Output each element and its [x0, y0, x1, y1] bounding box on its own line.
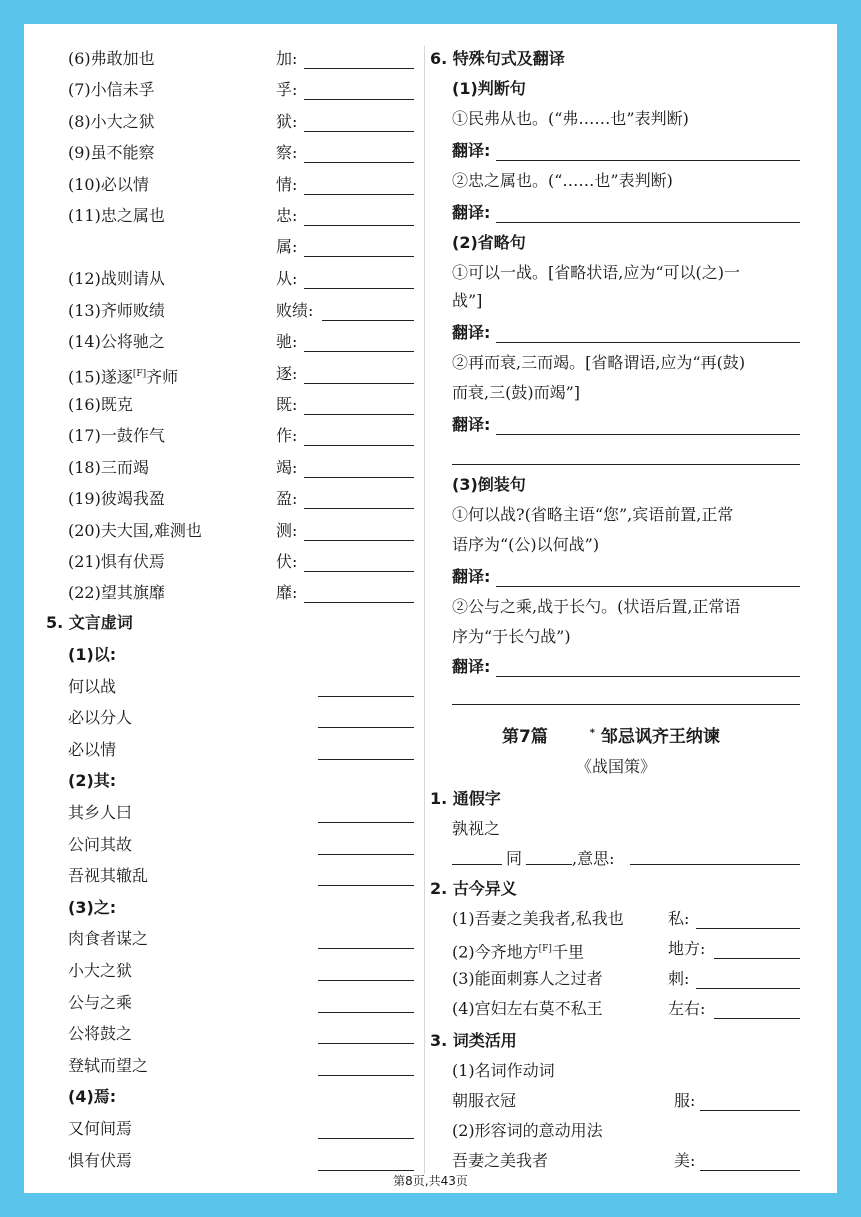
gujin-item	[452, 938, 584, 963]
xuci-item: 惧有伏焉	[68, 1150, 133, 1170]
gujin-item	[452, 908, 624, 930]
answer-blank[interactable]	[696, 988, 800, 989]
xuci-item: 吾视其辙乱	[68, 866, 149, 886]
vocab-text: (13)齐师败绩	[68, 300, 165, 320]
vocab-item	[68, 582, 165, 604]
vocab-answer-label: 孚:	[276, 80, 298, 100]
gujin-text: (1)吾妻之美我者,私我也	[452, 909, 624, 928]
s1-item: 孰视之	[452, 819, 501, 838]
answer-blank[interactable]	[304, 477, 414, 478]
vocab-item	[68, 174, 149, 196]
vocab-answer-label: 察:	[276, 143, 298, 163]
omit-sentence-2b: 而衰,三(鼓)而竭”]	[452, 383, 580, 402]
vocab-item	[68, 520, 202, 542]
invert-sentence-2b: 序为“于长勺战”)	[452, 627, 571, 646]
s3-sub1: (1)名词作动词	[452, 1061, 555, 1080]
answer-blank[interactable]	[318, 948, 414, 949]
answer-blank[interactable]	[304, 445, 414, 446]
translate-blank[interactable]	[496, 586, 800, 587]
translate-label: 翻译:	[452, 323, 491, 342]
vocab-text: (7)小信未孚	[68, 80, 155, 100]
judge-sentence-2: ②忠之属也。(“……也”表判断)	[452, 171, 673, 190]
answer-blank[interactable]	[318, 1043, 414, 1044]
vocab-answer-label: 测:	[276, 520, 298, 540]
answer-blank[interactable]	[318, 696, 414, 697]
vocab-text: (10)必以情	[68, 174, 149, 194]
vocab-text: (12)战则请从	[68, 269, 165, 289]
answer-blank[interactable]	[714, 1018, 800, 1019]
translate-blank[interactable]	[496, 160, 800, 161]
vocab-text: (18)三而竭	[68, 457, 149, 477]
xuci-item: 公将鼓之	[68, 1024, 133, 1044]
vocab-text: (22)望其旗靡	[68, 583, 165, 603]
gujin-text: (4)宫妇左右莫不私王	[452, 999, 603, 1018]
xuci-item: 登轼而望之	[68, 1055, 149, 1075]
xuci-item: 肉食者谋之	[68, 929, 149, 949]
vocab-text: (6)弗敢加也	[68, 49, 155, 68]
invert-sentence-1a: ①何以战?(省略主语“您”,宾语前置,正常	[452, 505, 734, 524]
answer-blank[interactable]	[318, 1012, 414, 1013]
answer-blank[interactable]	[304, 571, 414, 572]
vocab-answer-label: 竭:	[276, 457, 298, 477]
gujin-answer-label: 刺:	[668, 969, 690, 988]
gujin-answer-label: 地方:	[668, 939, 706, 958]
omit-sentence-2a: ②再而衰,三而竭。[省略谓语,应为“再(鼓)	[452, 353, 746, 372]
answer-blank[interactable]	[304, 131, 414, 132]
translate-blank[interactable]	[496, 342, 800, 343]
vocab-text: (15)遂逐	[68, 366, 133, 386]
answer-blank[interactable]	[318, 1075, 414, 1076]
gujin-item	[452, 998, 603, 1020]
vocab-answer-label: 作:	[276, 426, 298, 446]
translate-blank[interactable]	[496, 222, 800, 223]
answer-blank[interactable]	[318, 759, 414, 760]
column-divider	[424, 46, 425, 1174]
vocab-text: (9)虽不能察	[68, 143, 155, 163]
chapter-number: 第7篇	[502, 727, 548, 747]
xuci-item: 公问其故	[68, 834, 133, 854]
s3-title: 3. 词类活用	[430, 1031, 517, 1050]
s3-blank2[interactable]	[700, 1170, 800, 1171]
gujin-item	[452, 968, 603, 990]
section-separator	[452, 704, 800, 705]
vocab-answer-label: 靡:	[276, 583, 298, 603]
s1-title: 1. 通假字	[430, 789, 501, 808]
vocab-item	[68, 48, 155, 70]
omit-sentence-1a: ①可以一战。[省略状语,应为“可以(之)一	[452, 263, 740, 282]
xuci-item: 又何间焉	[68, 1119, 133, 1138]
s1-tong: 同	[506, 849, 523, 868]
judge-sentence-1: ①民弗从也。(“弗……也”表判断)	[452, 109, 689, 128]
vocab-text: (21)惧有伏焉	[68, 552, 165, 571]
s3-ans2: 美:	[674, 1151, 696, 1170]
vocab-text: (20)夫大国,难测也	[68, 520, 202, 540]
vocab-text: (14)公将驰之	[68, 332, 165, 352]
vocab-answer-label: 盈:	[276, 489, 298, 509]
answer-blank[interactable]	[318, 980, 414, 981]
answer-blank[interactable]	[304, 414, 414, 415]
answer-blank[interactable]	[318, 822, 414, 823]
chapter-mark: *	[589, 727, 595, 739]
vocab-item	[68, 300, 165, 322]
answer-blank[interactable]	[318, 727, 414, 728]
answer-blank[interactable]	[304, 194, 414, 195]
gujin-answer-label: 私:	[668, 909, 690, 928]
s3-item2: 吾妻之美我者	[452, 1151, 549, 1170]
translate-label: 翻译:	[452, 203, 491, 222]
worksheet-page	[24, 24, 837, 1193]
s2-title: 2. 古今异义	[430, 879, 517, 898]
vocab-text: (8)小大之狱	[68, 111, 155, 131]
vocab-item	[68, 457, 149, 479]
answer-blank[interactable]	[304, 508, 414, 509]
answer-blank[interactable]	[304, 351, 414, 352]
answer-blank[interactable]	[304, 383, 414, 384]
omit-sentence-1b: 战”]	[452, 291, 483, 310]
chapter-heading	[502, 722, 720, 747]
xuci-heading: (3)之:	[68, 897, 117, 917]
s3-ans1: 服:	[674, 1091, 696, 1110]
answer-blank[interactable]	[318, 1138, 414, 1139]
vocab-text: (19)彼竭我盈	[68, 489, 165, 509]
s1-meaning-label: ,意思:	[572, 849, 615, 868]
vocab-answer-label: 既:	[276, 395, 298, 414]
answer-blank[interactable]	[304, 288, 414, 289]
vocab-answer-label: 情:	[276, 174, 298, 194]
vocab-item	[68, 111, 155, 133]
vocab-answer-label: 狱:	[276, 111, 298, 131]
vocab-text: (16)既克	[68, 395, 133, 414]
vocab-answer-label: 驰:	[276, 332, 298, 352]
answer-blank[interactable]	[322, 320, 414, 321]
translate-blank[interactable]	[496, 676, 800, 677]
xuci-item: 公与之乘	[68, 992, 133, 1012]
answer-blank[interactable]	[714, 958, 800, 959]
translate-label: 翻译:	[452, 141, 491, 160]
invert-title: (3)倒装句	[452, 475, 526, 494]
gujin-answer-label: 左右:	[668, 999, 706, 1018]
section-5-title: 5. 文言虚词	[46, 613, 133, 632]
omit-title: (2)省略句	[452, 233, 526, 252]
xuci-item: 必以分人	[68, 708, 133, 728]
gujin-text: (2)今齐地方	[452, 942, 539, 962]
judge-title: (1)判断句	[452, 79, 526, 98]
vocab-answer-label: 属:	[276, 237, 298, 257]
answer-blank[interactable]	[304, 68, 414, 69]
s1-blank-2[interactable]	[526, 864, 572, 865]
s1-blank-3[interactable]	[630, 864, 800, 865]
answer-blank[interactable]	[318, 885, 414, 886]
vocab-item	[68, 394, 133, 416]
vocab-text: (17)一鼓作气	[68, 426, 165, 446]
xuci-item: 何以战	[68, 676, 117, 696]
answer-blank[interactable]	[304, 99, 414, 100]
vocab-answer-label: 从:	[276, 269, 298, 289]
vocab-answer-label: 忠:	[276, 206, 298, 225]
translate-label: 翻译:	[452, 567, 491, 586]
xuci-item: 小大之狱	[68, 961, 133, 980]
answer-blank[interactable]	[304, 162, 414, 163]
vocab-item	[68, 425, 165, 447]
vocab-item	[68, 79, 155, 101]
s3-sub2: (2)形容词的意动用法	[452, 1121, 603, 1140]
vocab-item	[68, 205, 165, 227]
answer-blank[interactable]	[318, 854, 414, 855]
xuci-item: 必以情	[68, 739, 117, 759]
answer-blank[interactable]	[304, 256, 414, 257]
gujin-text-rest: 千里	[551, 942, 584, 962]
translate-label: 翻译:	[452, 657, 491, 676]
pronunciation-mark: [F]	[132, 368, 147, 379]
vocab-answer-label: 伏:	[276, 552, 298, 571]
s3-blank1[interactable]	[700, 1110, 800, 1111]
translate-label: 翻译:	[452, 415, 491, 434]
s3-item1: 朝服衣冠	[452, 1091, 517, 1110]
vocab-item	[68, 142, 155, 164]
vocab-item	[68, 363, 178, 388]
answer-blank[interactable]	[304, 540, 414, 541]
xuci-item: 其乡人曰	[68, 803, 133, 822]
translate-blank[interactable]	[496, 434, 800, 435]
section-6-title: 6. 特殊句式及翻译	[430, 49, 565, 68]
vocab-item	[68, 488, 165, 510]
vocab-answer-label: 逐:	[276, 363, 298, 383]
vocab-answer-label: 败绩:	[276, 300, 314, 320]
chapter-source: 《战国策》	[576, 757, 657, 776]
translate-blank-extra[interactable]	[452, 464, 800, 465]
vocab-answer-label: 加:	[276, 49, 298, 68]
s1-blank-1[interactable]	[452, 864, 502, 865]
vocab-item	[68, 268, 165, 290]
page-footer: 第8页,共43页	[393, 1174, 468, 1188]
invert-sentence-2a: ②公与之乘,战于长勺。(状语后置,正常语	[452, 597, 741, 616]
vocab-item	[68, 551, 165, 573]
answer-blank[interactable]	[304, 602, 414, 603]
vocab-text: (11)忠之属也	[68, 206, 165, 225]
pronunciation-mark: [F]	[538, 944, 552, 954]
answer-blank[interactable]	[696, 928, 800, 929]
xuci-heading: (4)焉:	[68, 1087, 117, 1107]
chapter-name: 邹忌讽齐王纳谏	[600, 727, 720, 747]
vocab-item	[68, 331, 165, 353]
answer-blank[interactable]	[318, 1170, 414, 1171]
answer-blank[interactable]	[304, 225, 414, 226]
xuci-heading: (1)以:	[68, 645, 117, 664]
invert-sentence-1b: 语序为“(公)以何战”)	[452, 535, 600, 554]
gujin-text: (3)能面刺寡人之过者	[452, 969, 603, 988]
xuci-heading: (2)其:	[68, 771, 117, 791]
vocab-text-rest: 齐师	[146, 366, 179, 386]
